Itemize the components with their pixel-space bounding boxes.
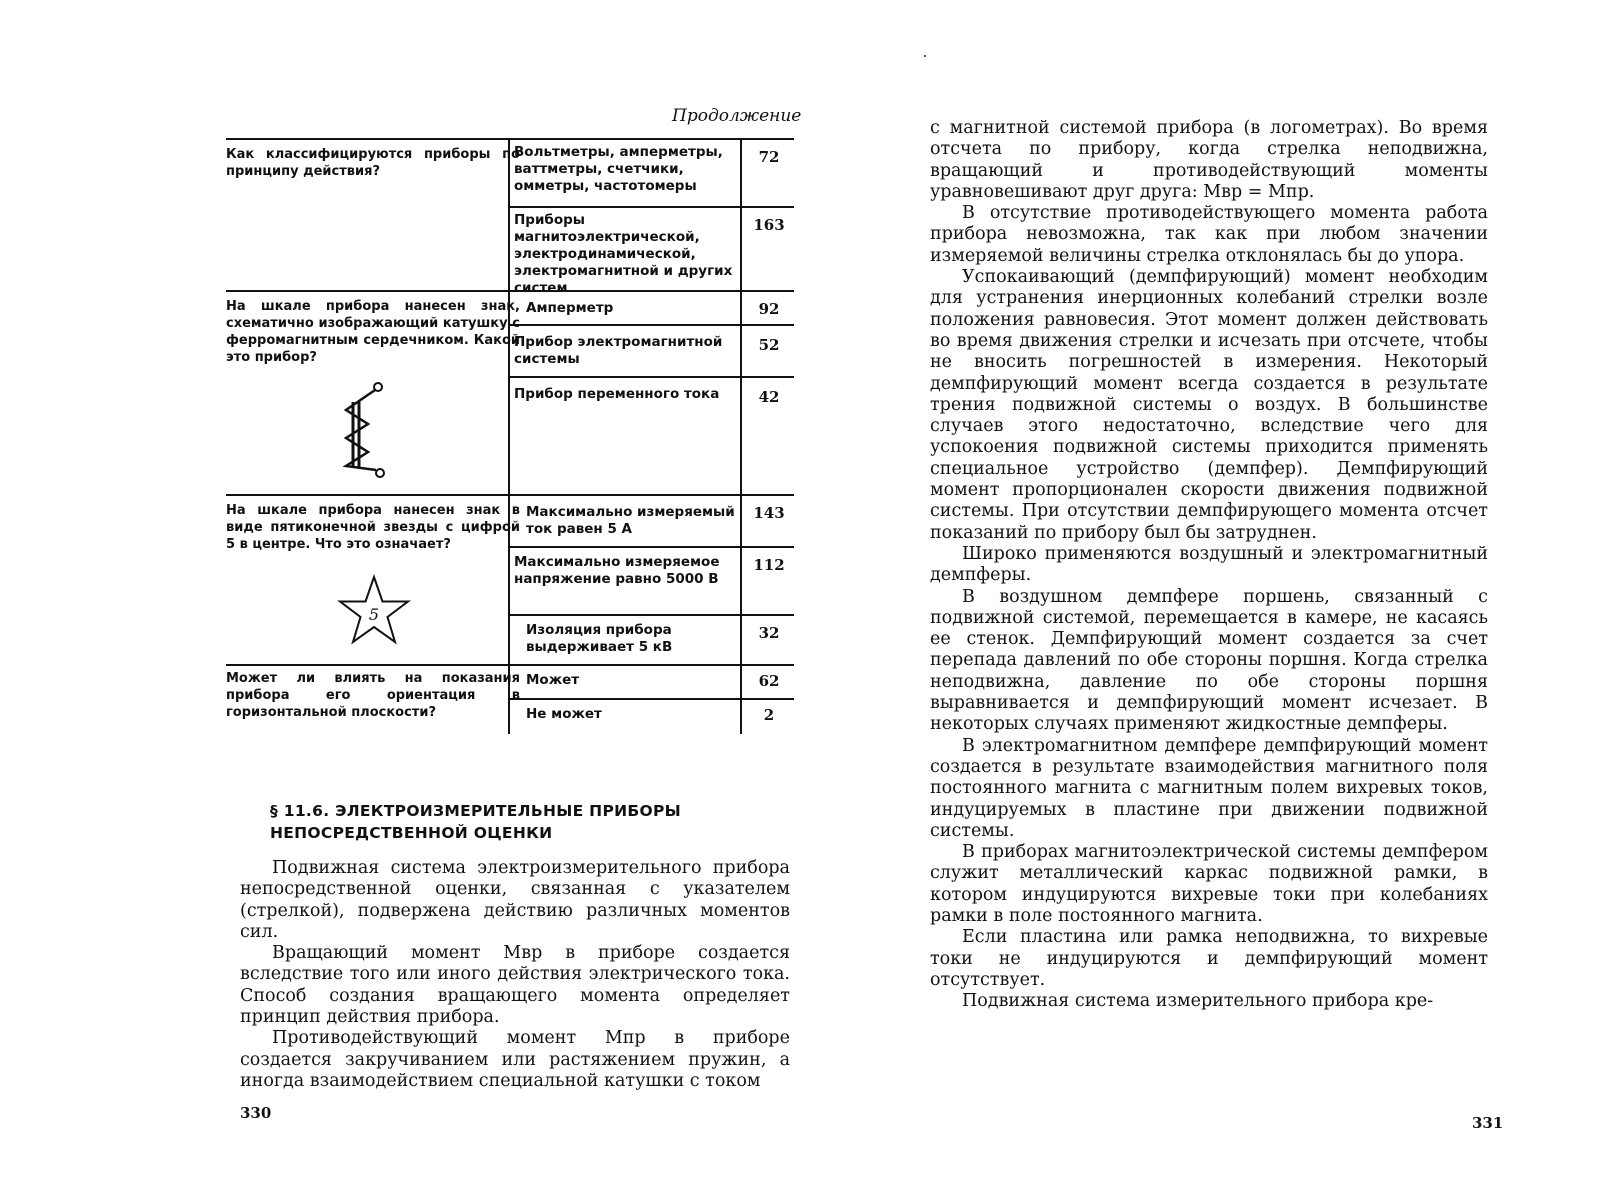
answer-ref: 62	[758, 672, 780, 690]
answer-ref: 72	[758, 148, 780, 166]
answer-ref: 143	[753, 504, 785, 522]
paragraph: Подвижная система электроизмерительного прибора непосредственной оценки, связанная с указателем (стрелкой), подвержена действию различных моментов сил.	[240, 858, 790, 942]
answer-text: Амперметр	[526, 300, 614, 316]
question-text: Может ли влиять на показания прибора его ориентация в горизонтальной плоскости?	[226, 671, 520, 720]
column-divider	[508, 138, 510, 734]
row-divider	[226, 664, 794, 666]
answer-text: Может	[526, 672, 580, 688]
answer-text: Максимально измеряемый ток равен 5 А	[526, 504, 735, 537]
paragraph: В отсутствие противодействующего момента работа прибора невозможна, так как при любом значении измеряемой величины стрелка отклонялась бы до упора.	[930, 203, 1488, 266]
row-divider	[508, 376, 794, 378]
star-digit: 5	[368, 605, 380, 624]
answer-ref: 92	[758, 300, 780, 318]
answer-ref: 163	[753, 216, 785, 234]
answer-text: Изоляция прибора выдерживает 5 кВ	[526, 622, 673, 655]
paragraph: Успокаивающий (демпфирующий) момент необходим для устранения инерционных колебаний стрелки возле положения равновесия. Этот момент должен действовать во время движения стрелки и исчезать при отсчете, чтобы не вносить погрешностей в измерения. Некоторый демпфирующий момент всегда создается в результате трения подвижной системы о воздух. В большинстве случаев этого недостаточно, вследствие чего для успокоения подвижной системы приходится применять специальное устройство (демпфер). Демпфирующий момент пропорционален скорости движения подвижной системы. При отсутствии демпфирующего момента отсчет показаний по прибору был бы затруднен.	[930, 267, 1488, 543]
answer-text: Максимально измеряемое напряжение равно 5000 В	[514, 554, 720, 587]
coil-symbol-icon	[336, 380, 406, 480]
row-divider	[226, 494, 794, 496]
left-body-text	[240, 858, 790, 1092]
paragraph: Подвижная система измерительного прибора кре-	[962, 991, 1434, 1012]
paragraph: В электромагнитном демпфере демпфирующий момент создается в результате взаимодействия магнитного поля постоянного магнита с магнитным полем вихревых токов, индуцируемых в пластине при движении подвижной системы.	[930, 735, 1488, 841]
answer-text: Не может	[526, 706, 602, 722]
row-divider	[508, 206, 794, 208]
answer-text: Приборы магнитоэлектрической, электродинамической, электромагнитной и других систем	[514, 212, 733, 296]
right-body-text	[930, 118, 1488, 1012]
paragraph: Вращающий момент Mвр в приборе создается вследствие того или иного действия электрического тока. Способ создания вращающего момента определяет принцип действия прибора.	[240, 943, 790, 1028]
table-top-rule	[226, 138, 794, 140]
answer-ref: 2	[763, 706, 775, 724]
paragraph: Противодействующий момент Mпр в приборе создается закручиванием или растяжением пружин, а иногда взаимодействием специальной катушки с током	[240, 1028, 790, 1091]
row-divider	[508, 324, 794, 326]
question-text: Как классифицируются приборы по принципу действия?	[226, 147, 520, 179]
page-number: 331	[1472, 1114, 1504, 1132]
question-text: На шкале прибора нанесен знак в виде пятиконечной звезды с цифрой 5 в центре. Что это означает?	[226, 503, 520, 552]
paragraph: В воздушном демпфере поршень, связанный с подвижной системой, перемещается в камере, не касаясь ее стенок. Демпфирующий момент создается за счет перепада давлений по обе стороны поршня. Когда стрелка неподвижна, давление по обе стороны поршня выравнивается и демпфирующий момент исчезает. В некоторых случаях применяют жидкостные демпферы.	[930, 586, 1488, 735]
question-text: На шкале прибора нанесен знак, схематично изображающий катушку с ферромагнитным сердечником. Какой это прибор?	[226, 299, 520, 365]
page-number: 330	[240, 1104, 272, 1122]
column-divider	[740, 138, 742, 734]
section-title	[270, 800, 810, 844]
scan-speck	[924, 55, 926, 57]
paragraph: В приборах магнитоэлектрической системы демпфером служит металлический каркас подвижной рамки, в котором индуцируются вихревые токи при колебаниях рамки в поле постоянного магнита.	[930, 842, 1488, 926]
question-table	[226, 138, 794, 756]
paragraph: с магнитной системой прибора (в логометрах). Во время отсчета по прибору, когда стрелка неподвижна, вращающий и противодействующий моменты уравновешивают друг друга: Mвр = Mпр.	[930, 118, 1488, 202]
row-divider	[508, 698, 794, 700]
answer-ref: 42	[758, 388, 780, 406]
answer-ref: 112	[753, 556, 785, 574]
answer-ref: 32	[758, 624, 780, 642]
right-page	[812, 0, 1623, 1181]
answer-text: Вольтметры, амперметры, ваттметры, счетчики, омметры, частотомеры	[514, 144, 723, 194]
answer-text: Прибор переменного тока	[514, 386, 720, 402]
continued-label: Продолжение	[672, 106, 802, 126]
paragraph: Широко применяются воздушный и электромагнитный демпферы.	[930, 543, 1488, 586]
row-divider	[508, 546, 794, 548]
section-title-line: НЕПОСРЕДСТВЕННОЙ ОЦЕНКИ	[270, 824, 553, 842]
answer-ref: 52	[758, 336, 780, 354]
answer-text: Прибор электромагнитной системы	[514, 334, 723, 367]
section-title-line: § 11.6. ЭЛЕКТРОИЗМЕРИТЕЛЬНЫЕ ПРИБОРЫ	[270, 802, 681, 820]
paragraph: Если пластина или рамка неподвижна, то вихревые токи не индуцируются и демпфирующий момент отсутствует.	[930, 927, 1488, 990]
row-divider	[508, 614, 794, 616]
star-symbol-icon	[336, 574, 412, 650]
